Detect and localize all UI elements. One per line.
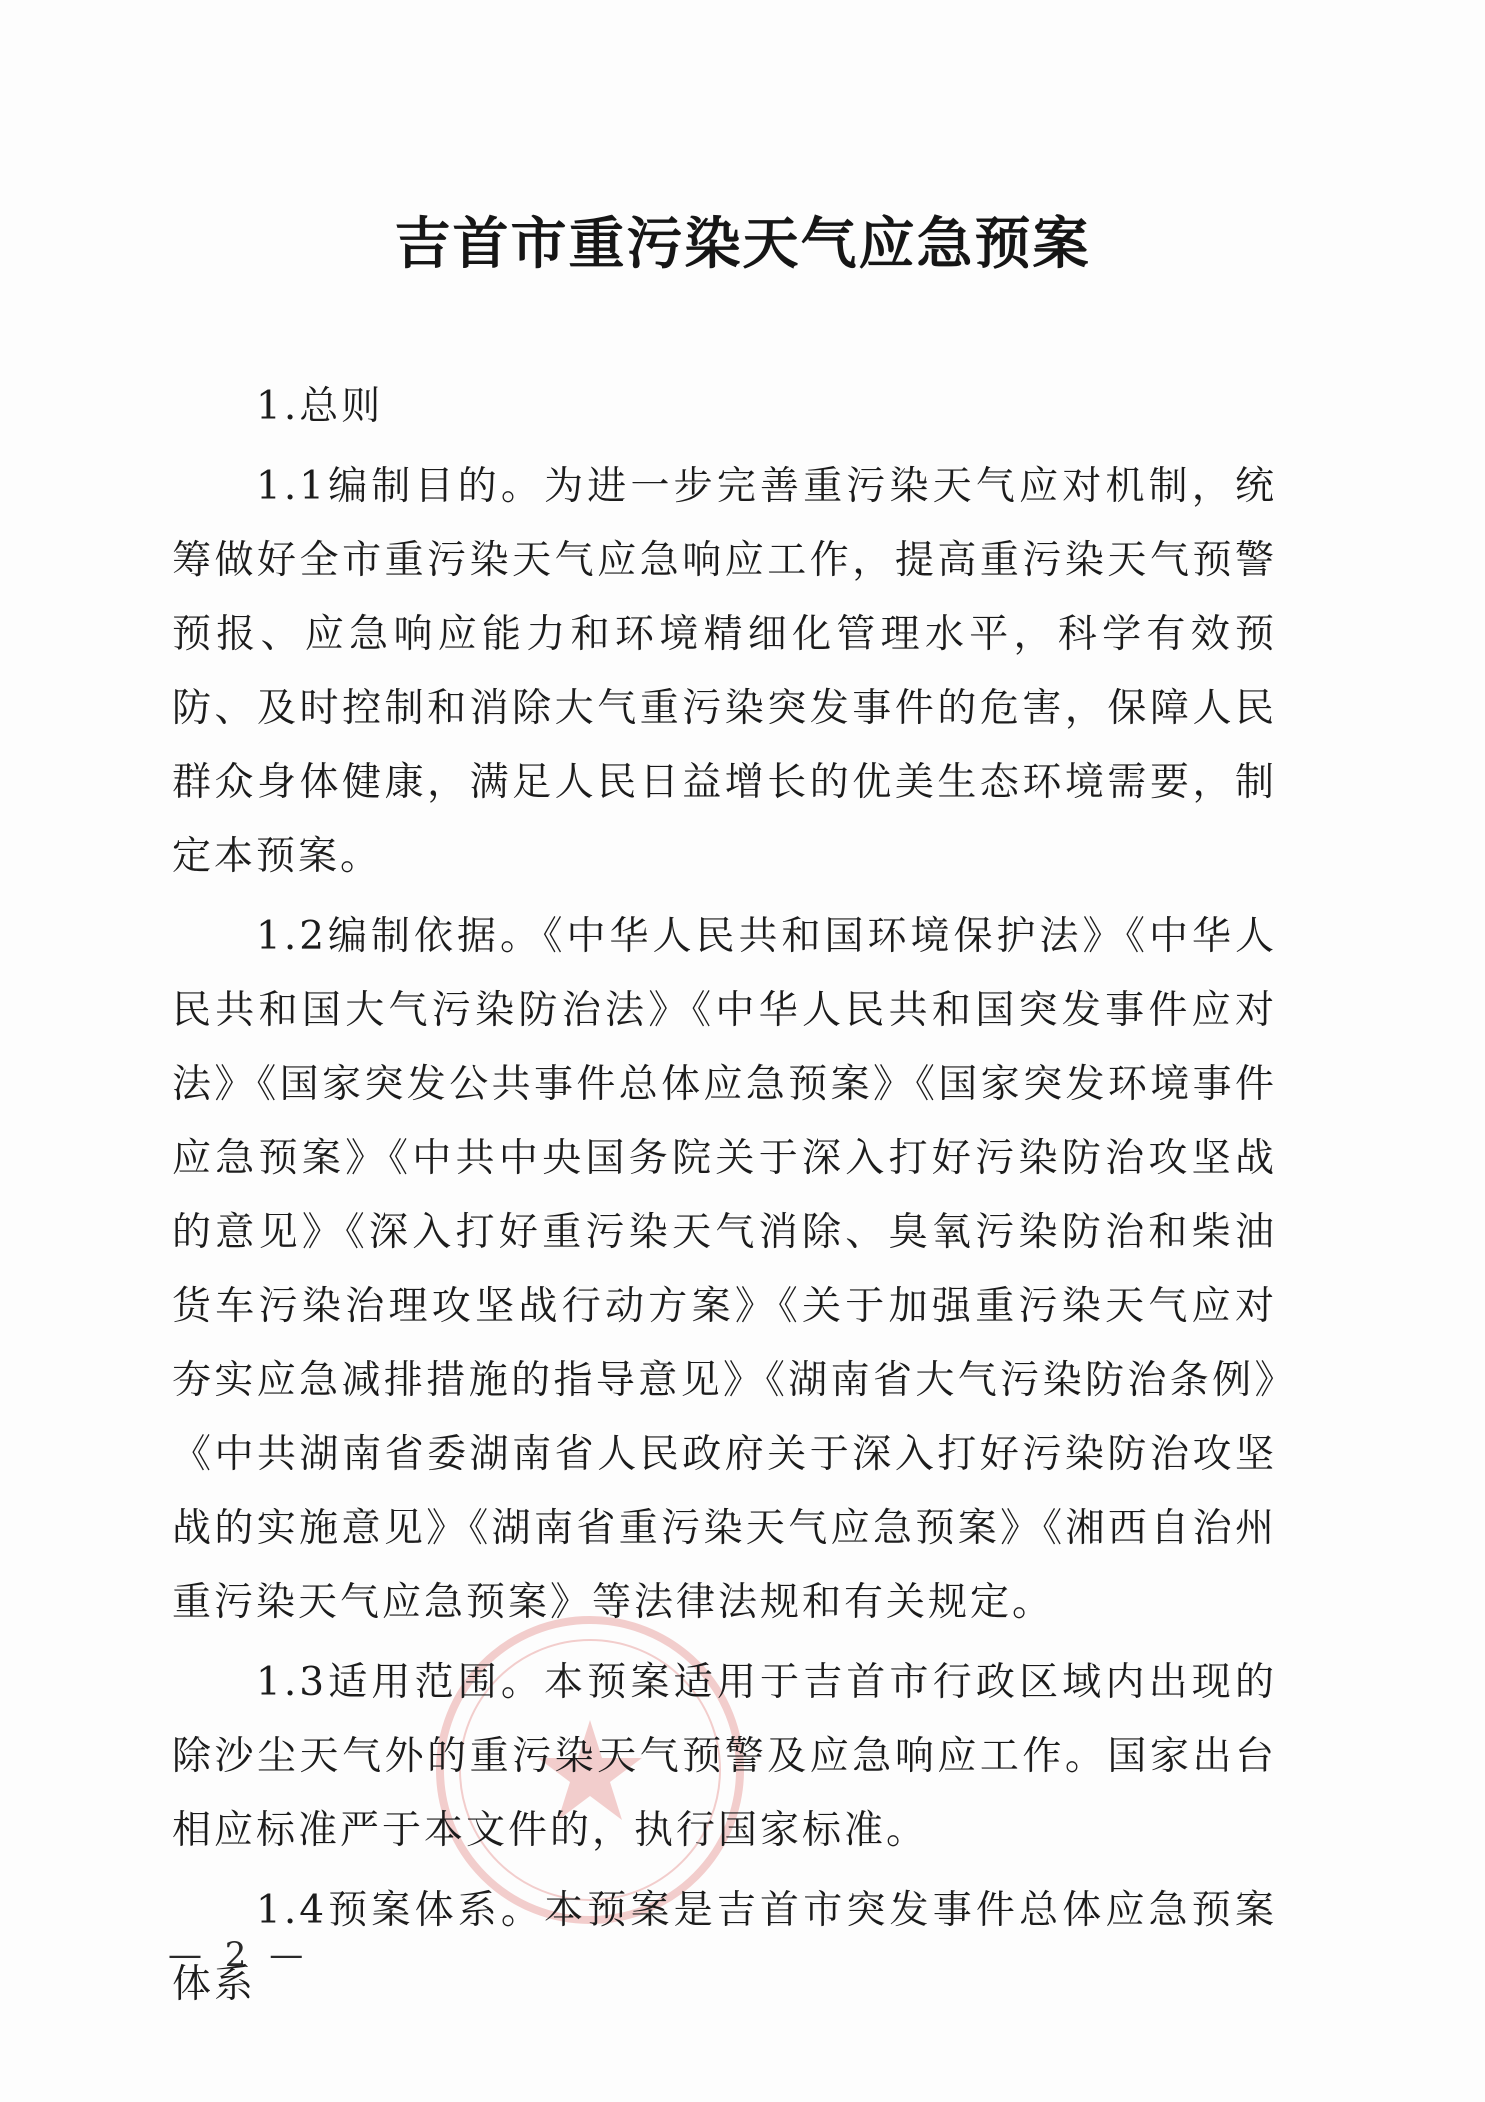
paragraph-purpose: 1.1编制目的。为进一步完善重污染天气应对机制，统筹做好全市重污染天气应急响应工作，提高重污染天气预警预报、应急响应能力和环境精细化管理水平，科学有效预防、及时控制和消除大气重污染突发事件的危害，保障人民群众身体健康，满足人民日益增长的优美生态环境需要，制定本预案。 bbox=[172, 464, 1277, 879]
paragraph-system: 1.4预案体系。本预案是吉首市突发事件总体应急预案体系 bbox=[172, 1888, 1277, 2007]
paragraph-basis: 1.2编制依据。《中华人民共和国环境保护法》《中华人民共和国大气污染防治法》《中华人民共和国突发事件应对法》《国家突发公共事件总体应急预案》《国家突发环境事件应急预案》《中共中央国务院关于深入打好污染防治攻坚战的意见》《深入打好重污染天气消除、臭氧污染防治和柴油货车污染治理攻坚战行动方案》《关于加强重污染天气应对夯实应急减排措施的指导意见》《湖南省大气污染防治条例》《中共湖南省委湖南省人民政府关于深入打好污染防治攻坚战的实施意见》《湖南省重污染天气应急预案》《湘西自治州重污染天气应急预案》等法律法规和有关规定。 bbox=[172, 914, 1277, 1625]
section-heading: 1.总则 bbox=[256, 384, 384, 429]
document-title: 吉首市重污染天气应急预案 bbox=[394, 211, 1091, 277]
page-number: — 2 — bbox=[168, 1935, 310, 1975]
paragraph-scope: 1.3适用范围。本预案适用于吉首市行政区域内出现的除沙尘天气外的重污染天气预警及应急响应工作。国家出台相应标准严于本文件的，执行国家标准。 bbox=[172, 1660, 1277, 1853]
document-body bbox=[172, 370, 1277, 2022]
